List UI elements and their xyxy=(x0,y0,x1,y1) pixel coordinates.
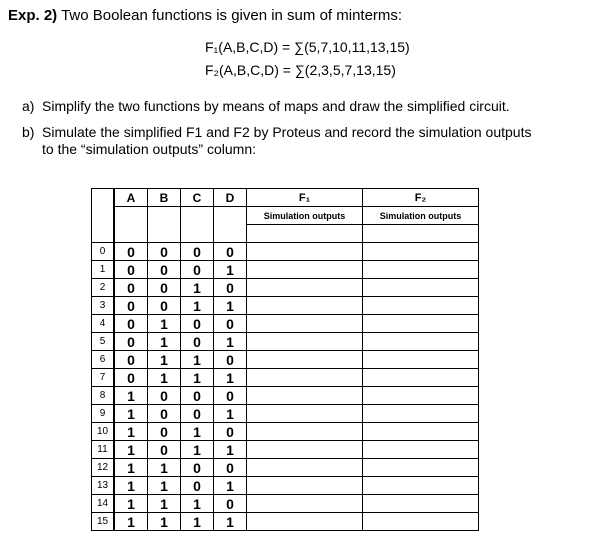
subheader-row xyxy=(92,207,479,225)
spacer-c xyxy=(181,225,214,243)
cell-d: 0 xyxy=(214,423,247,441)
f1-output-cell[interactable] xyxy=(247,315,363,333)
cell-d: 1 xyxy=(214,261,247,279)
cell-a: 0 xyxy=(114,351,148,369)
cell-b: 0 xyxy=(148,243,181,261)
exercise-text: Two Boolean functions is given in sum of minterms: xyxy=(61,7,403,24)
row-index: 11 xyxy=(92,441,115,459)
cell-a: 1 xyxy=(114,387,148,405)
table-row xyxy=(92,405,479,423)
cell-a: 0 xyxy=(114,279,148,297)
spacer-f1 xyxy=(247,225,363,243)
table-row xyxy=(92,423,479,441)
row-index: 3 xyxy=(92,297,115,315)
table-row xyxy=(92,297,479,315)
row-index: 8 xyxy=(92,387,115,405)
cell-b: 1 xyxy=(148,495,181,513)
cell-a: 1 xyxy=(114,459,148,477)
row-index: 12 xyxy=(92,459,115,477)
row-index: 2 xyxy=(92,279,115,297)
header-row xyxy=(92,189,479,207)
f2-output-cell[interactable] xyxy=(363,387,479,405)
cell-b: 0 xyxy=(148,405,181,423)
cell-a: 1 xyxy=(114,405,148,423)
row-index: 13 xyxy=(92,477,115,495)
table-row xyxy=(92,351,479,369)
blank-a xyxy=(114,207,148,225)
question-a xyxy=(22,98,510,115)
cell-c: 0 xyxy=(181,315,214,333)
f2-output-cell[interactable] xyxy=(363,297,479,315)
cell-d: 0 xyxy=(214,243,247,261)
table-row xyxy=(92,387,479,405)
row-index: 10 xyxy=(92,423,115,441)
cell-b: 1 xyxy=(148,315,181,333)
cell-a: 0 xyxy=(114,369,148,387)
f1-sim-label: Simulation outputs xyxy=(247,207,363,225)
header-f1: F₁ xyxy=(247,189,363,207)
cell-b: 1 xyxy=(148,459,181,477)
cell-a: 1 xyxy=(114,495,148,513)
cell-c: 1 xyxy=(181,369,214,387)
table-row xyxy=(92,459,479,477)
cell-a: 0 xyxy=(114,315,148,333)
f2-output-cell[interactable] xyxy=(363,315,479,333)
cell-a: 1 xyxy=(114,423,148,441)
cell-c: 1 xyxy=(181,495,214,513)
cell-c: 0 xyxy=(181,333,214,351)
f2-output-cell[interactable] xyxy=(363,423,479,441)
f1-output-cell[interactable] xyxy=(247,423,363,441)
exercise-title xyxy=(8,7,402,24)
spacer-f2 xyxy=(363,225,479,243)
cell-b: 1 xyxy=(148,369,181,387)
blank-b xyxy=(148,207,181,225)
cell-a: 0 xyxy=(114,243,148,261)
row-index: 6 xyxy=(92,351,115,369)
table-row xyxy=(92,477,479,495)
question-b xyxy=(22,124,531,158)
cell-c: 1 xyxy=(181,423,214,441)
f1-output-cell[interactable] xyxy=(247,261,363,279)
f2-output-cell[interactable] xyxy=(363,441,479,459)
f1-output-cell[interactable] xyxy=(247,495,363,513)
header-b: B xyxy=(148,189,181,207)
cell-c: 1 xyxy=(181,297,214,315)
index-header xyxy=(92,189,115,243)
table-row xyxy=(92,495,479,513)
spacer-a xyxy=(114,225,148,243)
f1-output-cell[interactable] xyxy=(247,243,363,261)
f2-output-cell[interactable] xyxy=(363,351,479,369)
table-row xyxy=(92,261,479,279)
cell-b: 0 xyxy=(148,441,181,459)
cell-b: 0 xyxy=(148,387,181,405)
f2-output-cell[interactable] xyxy=(363,513,479,531)
cell-d: 0 xyxy=(214,279,247,297)
cell-d: 0 xyxy=(214,459,247,477)
f1-output-cell[interactable] xyxy=(247,477,363,495)
cell-c: 1 xyxy=(181,279,214,297)
cell-b: 0 xyxy=(148,261,181,279)
f2-output-cell[interactable] xyxy=(363,495,479,513)
row-index: 5 xyxy=(92,333,115,351)
cell-b: 0 xyxy=(148,423,181,441)
cell-c: 0 xyxy=(181,477,214,495)
cell-b: 1 xyxy=(148,513,181,531)
cell-c: 1 xyxy=(181,513,214,531)
f1-output-cell[interactable] xyxy=(247,405,363,423)
cell-d: 1 xyxy=(214,369,247,387)
cell-d: 0 xyxy=(214,495,247,513)
blank-c xyxy=(181,207,214,225)
cell-d: 0 xyxy=(214,315,247,333)
f2-output-cell[interactable] xyxy=(363,279,479,297)
f1-output-cell[interactable] xyxy=(247,297,363,315)
cell-a: 0 xyxy=(114,261,148,279)
cell-c: 0 xyxy=(181,405,214,423)
cell-d: 1 xyxy=(214,477,247,495)
f2-output-cell[interactable] xyxy=(363,333,479,351)
f1-output-cell[interactable] xyxy=(247,333,363,351)
header-a: A xyxy=(114,189,148,207)
f2-output-cell[interactable] xyxy=(363,405,479,423)
table-row xyxy=(92,279,479,297)
header-c: C xyxy=(181,189,214,207)
row-index: 4 xyxy=(92,315,115,333)
cell-d: 1 xyxy=(214,333,247,351)
row-index: 1 xyxy=(92,261,115,279)
cell-b: 0 xyxy=(148,297,181,315)
cell-d: 0 xyxy=(214,351,247,369)
cell-c: 1 xyxy=(181,441,214,459)
cell-a: 0 xyxy=(114,297,148,315)
exercise-label: Exp. 2) xyxy=(8,7,58,24)
spacer-row xyxy=(92,225,479,243)
question-b-line1: Simulate the simplified F1 and F2 by Proteus and record the simulation outputs xyxy=(42,124,532,140)
header-f2: F₂ xyxy=(363,189,479,207)
f2-output-cell[interactable] xyxy=(363,261,479,279)
header-d: D xyxy=(214,189,247,207)
question-b-line2: to the “simulation outputs” column: xyxy=(42,141,256,157)
cell-a: 1 xyxy=(114,513,148,531)
table-row xyxy=(92,513,479,531)
row-index: 9 xyxy=(92,405,115,423)
f1-output-cell[interactable] xyxy=(247,387,363,405)
row-index: 0 xyxy=(92,243,115,261)
f1-output-cell[interactable] xyxy=(247,513,363,531)
spacer-d xyxy=(214,225,247,243)
cell-c: 0 xyxy=(181,261,214,279)
truth-table xyxy=(91,188,479,531)
f1-output-cell[interactable] xyxy=(247,351,363,369)
table-row xyxy=(92,441,479,459)
question-a-text: Simplify the two functions by means of maps and draw the simplified circuit. xyxy=(42,98,510,114)
cell-c: 1 xyxy=(181,351,214,369)
row-index: 7 xyxy=(92,369,115,387)
f2-output-cell[interactable] xyxy=(363,477,479,495)
row-index: 15 xyxy=(92,513,115,531)
question-b-label: b) xyxy=(22,124,35,140)
cell-d: 0 xyxy=(214,387,247,405)
table-row xyxy=(92,243,479,261)
cell-b: 1 xyxy=(148,333,181,351)
cell-c: 0 xyxy=(181,387,214,405)
f2-output-cell[interactable] xyxy=(363,369,479,387)
cell-a: 1 xyxy=(114,477,148,495)
f1-output-cell[interactable] xyxy=(247,441,363,459)
cell-d: 1 xyxy=(214,405,247,423)
equation-f2: F₂(A,B,C,D) = ∑(2,3,5,7,13,15) xyxy=(205,62,396,78)
f2-output-cell[interactable] xyxy=(363,459,479,477)
table-row xyxy=(92,333,479,351)
blank-d xyxy=(214,207,247,225)
cell-c: 0 xyxy=(181,243,214,261)
f2-output-cell[interactable] xyxy=(363,243,479,261)
table-row xyxy=(92,369,479,387)
cell-a: 1 xyxy=(114,441,148,459)
spacer-b xyxy=(148,225,181,243)
equation-f1: F₁(A,B,C,D) = ∑(5,7,10,11,13,15) xyxy=(205,39,410,55)
cell-b: 1 xyxy=(148,477,181,495)
cell-a: 0 xyxy=(114,333,148,351)
cell-d: 1 xyxy=(214,513,247,531)
cell-d: 1 xyxy=(214,297,247,315)
cell-b: 0 xyxy=(148,279,181,297)
question-a-label: a) xyxy=(22,98,35,114)
f2-sim-label: Simulation outputs xyxy=(363,207,479,225)
f1-output-cell[interactable] xyxy=(247,279,363,297)
table-row xyxy=(92,315,479,333)
cell-b: 1 xyxy=(148,351,181,369)
cell-c: 0 xyxy=(181,459,214,477)
row-index: 14 xyxy=(92,495,115,513)
f1-output-cell[interactable] xyxy=(247,459,363,477)
cell-d: 1 xyxy=(214,441,247,459)
f1-output-cell[interactable] xyxy=(247,369,363,387)
